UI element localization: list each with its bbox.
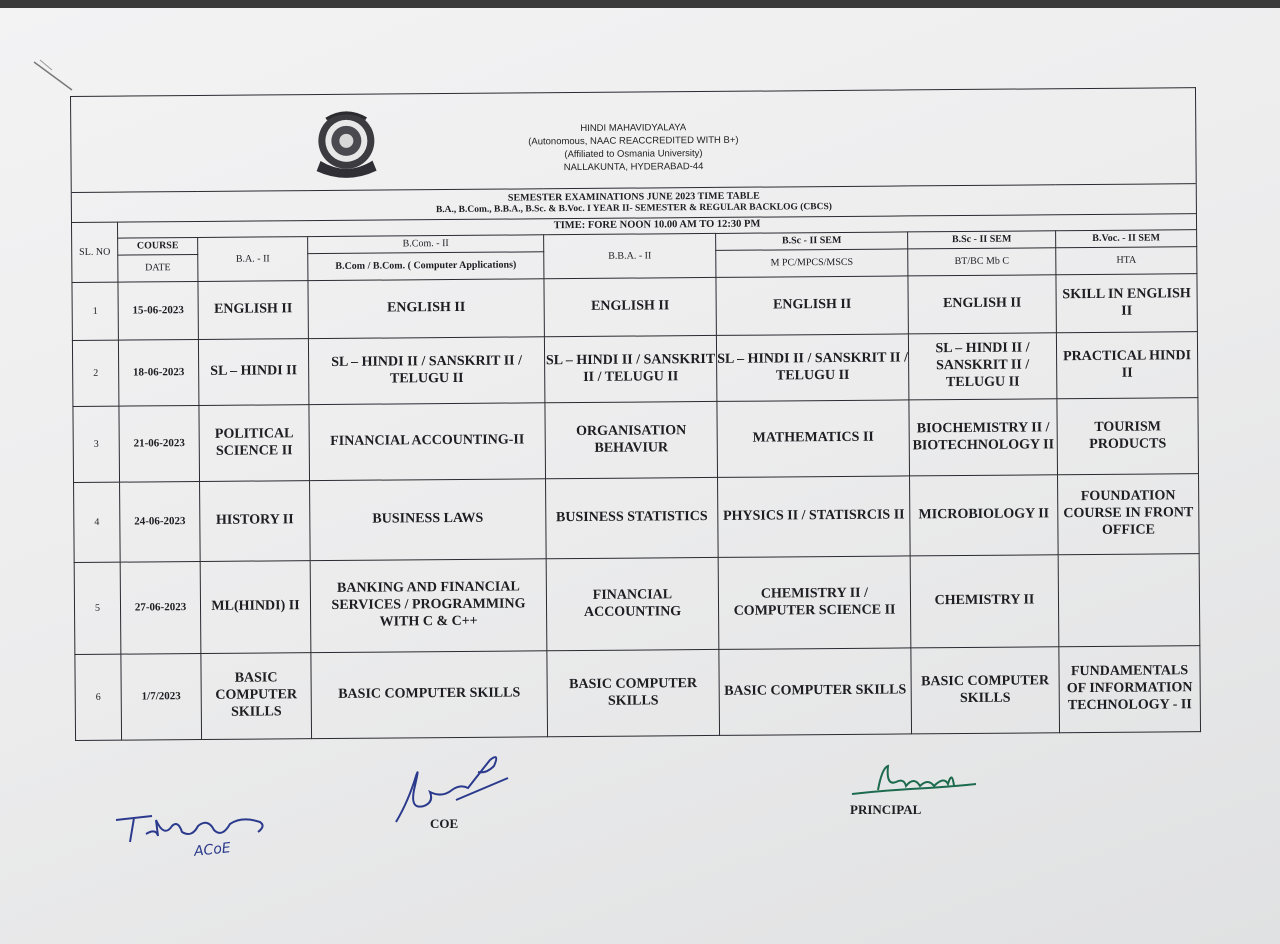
row-bsc1: CHEMISTRY II / COMPUTER SCIENCE II xyxy=(718,556,911,650)
date-header: DATE xyxy=(118,255,198,283)
institution-name: HINDI MAHAVIDYALAYA xyxy=(580,121,687,134)
row-ba: SL – HINDI II xyxy=(198,339,309,406)
bsc1-header: B.Sc - II SEM xyxy=(716,232,908,251)
row-bcom: BANKING AND FINANCIAL SERVICES / PROGRAMMING WITH C & C++ xyxy=(310,559,547,653)
row-date: 18-06-2023 xyxy=(118,339,199,406)
bcom-subheader: B.Com / B.Com. ( Computer Applications) xyxy=(308,252,544,281)
acoe-signature xyxy=(112,798,282,868)
row-bsc1: BASIC COMPUTER SKILLS xyxy=(719,648,912,736)
row-bcom: BUSINESS LAWS xyxy=(310,479,547,561)
row-sl: 6 xyxy=(75,654,122,740)
row-bcom: BASIC COMPUTER SKILLS xyxy=(311,651,548,739)
timetable xyxy=(70,87,1201,741)
row-sl: 1 xyxy=(72,282,118,340)
row-ba: ENGLISH II xyxy=(198,281,308,340)
row-bvoc: SKILL IN ENGLISH II xyxy=(1056,274,1197,333)
acoe-label: ACoE xyxy=(193,840,232,860)
table-row xyxy=(74,474,1200,563)
row-bsc2: BASIC COMPUTER SKILLS xyxy=(911,647,1060,734)
row-ba: BASIC COMPUTER SKILLS xyxy=(201,653,312,740)
row-bba: ENGLISH II xyxy=(544,277,716,336)
row-date: 27-06-2023 xyxy=(120,561,201,654)
principal-signature xyxy=(848,760,988,830)
row-bsc1: SL – HINDI II / SANSKRIT II / TELUGU II xyxy=(716,334,909,402)
college-seal-icon xyxy=(306,107,387,188)
row-sl: 4 xyxy=(74,482,121,562)
row-bcom: SL – HINDI II / SANSKRIT II / TELUGU II xyxy=(308,337,545,405)
row-ba: HISTORY II xyxy=(200,481,311,562)
row-bvoc xyxy=(1058,554,1200,647)
bsc2-header: B.Sc - II SEM xyxy=(908,231,1056,249)
row-ba: POLITICAL SCIENCE II xyxy=(199,405,310,482)
row-bba: ORGANISATION BEHAVIUR xyxy=(545,401,718,478)
timetable-sheet xyxy=(70,87,1200,768)
table-row xyxy=(73,398,1199,483)
row-bba: BUSINESS STATISTICS xyxy=(546,477,719,558)
row-bcom: ENGLISH II xyxy=(308,279,544,339)
table-row xyxy=(72,274,1197,341)
bsc1-subheader: M PC/MPCS/MSCS xyxy=(716,249,908,278)
row-bvoc: TOURISM PRODUCTS xyxy=(1057,398,1199,475)
row-date: 24-06-2023 xyxy=(120,481,201,562)
row-sl: 5 xyxy=(74,562,121,654)
ba-header: B.A. - II xyxy=(198,237,308,282)
row-bsc2: CHEMISTRY II xyxy=(910,555,1059,648)
row-bvoc: FOUNDATION COURSE IN FRONT OFFICE xyxy=(1058,474,1200,555)
table-row xyxy=(75,646,1201,741)
row-bsc2: BIOCHEMISTRY II / BIOTECHNOLOGY II xyxy=(909,399,1058,476)
exam-time: TIME: FORE NOON 10.00 AM TO 12:30 PM xyxy=(117,214,1196,238)
bvoc-subheader: HTA xyxy=(1056,247,1197,275)
row-bsc2: ENGLISH II xyxy=(908,275,1056,334)
row-bsc1: MATHEMATICS II xyxy=(717,400,910,478)
row-bvoc: FUNDAMENTALS OF INFORMATION TECHNOLOGY - II xyxy=(1059,646,1201,733)
bba-header: B.B.A. - II xyxy=(544,233,716,278)
coe-signature xyxy=(390,750,520,840)
institution-header xyxy=(71,88,1197,193)
bvoc-header: B.Voc. - II SEM xyxy=(1056,230,1197,248)
row-bba: FINANCIAL ACCOUNTING xyxy=(546,557,719,650)
sl-no-header: SL. NO xyxy=(71,222,117,282)
row-bvoc: PRACTICAL HINDI II xyxy=(1056,332,1198,399)
row-date: 21-06-2023 xyxy=(119,405,200,482)
table-row xyxy=(74,554,1200,655)
coe-label: COE xyxy=(430,816,459,831)
row-bba: BASIC COMPUTER SKILLS xyxy=(547,649,720,736)
row-bba: SL – HINDI II / SANSKRIT II / TELUGU II xyxy=(544,335,717,402)
row-bsc1: PHYSICS II / STATISRCIS II xyxy=(718,476,911,558)
row-bsc2: MICROBIOLOGY II xyxy=(910,475,1059,556)
bsc2-subheader: BT/BC Mb C xyxy=(908,248,1056,276)
institution-accreditation: (Autonomous, NAAC REACCREDITED WITH B+) xyxy=(528,134,739,147)
row-date: 15-06-2023 xyxy=(118,282,198,341)
row-bsc1: ENGLISH II xyxy=(716,276,908,336)
row-ba: ML(HINDI) II xyxy=(200,561,311,654)
institution-address: NALLAKUNTA, HYDERABAD-44 xyxy=(563,160,704,173)
principal-signature-scribble xyxy=(848,760,988,804)
row-sl: 2 xyxy=(72,340,119,406)
principal-label: PRINCIPAL xyxy=(850,802,922,817)
pencil-mark xyxy=(30,56,80,96)
institution-affiliation: (Affiliated to Osmania University) xyxy=(564,147,703,160)
row-date: 1/7/2023 xyxy=(121,653,202,740)
row-sl: 3 xyxy=(73,406,120,482)
row-bcom: FINANCIAL ACCOUNTING-II xyxy=(309,403,546,481)
exam-title: SEMESTER EXAMINATIONS JUNE 2023 TIME TABLE xyxy=(507,190,760,204)
course-header: COURSE xyxy=(118,238,198,256)
paper-sheet xyxy=(0,8,1280,944)
bcom-header: B.Com. - II xyxy=(308,235,544,254)
row-bsc2: SL – HINDI II / SANSKRIT II / TELUGU II xyxy=(908,333,1057,400)
exam-subtitle: B.A., B.Com., B.B.A., B.Sc. & B.Voc. I YEAR II- SEMESTER & REGULAR BACKLOG (CBCS) xyxy=(435,201,832,215)
table-row xyxy=(72,332,1197,407)
